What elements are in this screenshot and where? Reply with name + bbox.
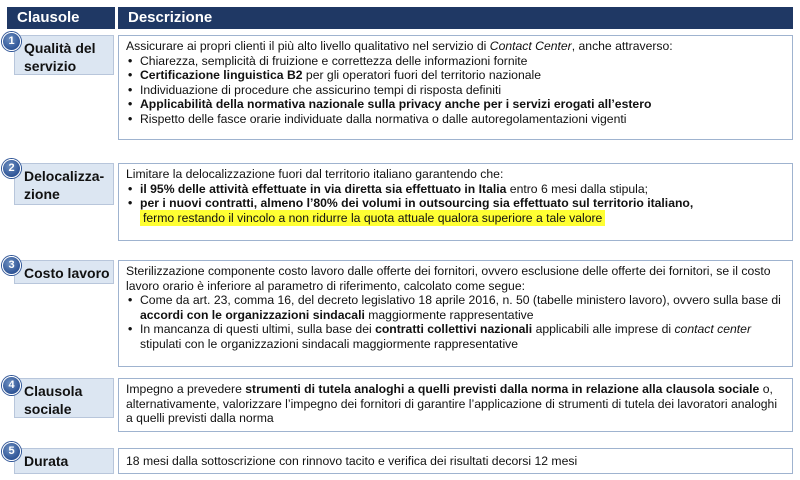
bullet-item: • Certificazione linguistica B2 per gli operatori fuori del territorio nazionale [126,68,786,83]
clause-label: Clausola sociale [14,378,114,418]
bullet-item: • Individuazione di procedure che assicurino tempi di risposta definiti [126,83,786,98]
clause-row-delocalization [0,163,800,243]
bullet-item: • il 95% delle attività effettuate in via diretta sia effettuato in Italia entro 6 mesi dalla stipula; [126,182,786,197]
clause-row-labor-cost [0,260,800,370]
bullet-item: • Applicabilità della normativa nazionale sulla privacy anche per i servizi erogati all’estero [126,97,786,112]
clause-description [118,260,793,367]
bullet-item: • Rispetto delle fasce orarie individuate dalla normativa o dalle autoregolamentazioni vigenti [126,112,786,127]
bullet-item: • per i nuovi contratti, almeno l’80% dei volumi in outsourcing sia effettuato sul territorio italiano, fermo restando il vincolo a non ridurre la quota attuale qualora superiore a tale valore [126,196,786,225]
number-badge: 1 [2,32,21,51]
number-badge: 2 [2,159,21,178]
clause-description [118,35,793,140]
bullet-list [126,182,786,226]
clause-row-social [0,378,800,434]
description-intro: Sterilizzazione componente costo lavoro dalle offerte dei fornitori, ovvero esclusione delle offerte dei fornitori, se il costo lavoro orario è inferiore al parametro di riferimento, calcolato come segue: [126,264,771,293]
clause-row-duration [0,445,800,476]
clause-description: Impegno a prevedere strumenti di tutela analoghi a quelli previsti dalla norma in relazione alla clausola sociale o, alternativamente, valorizzare l’impegno dei fornitori di garantire l’applicazione di strumenti di tutela dei lavoratori analoghi a quelli previsti dalla norma [118,378,793,432]
clause-label: Costo lavoro [14,260,114,284]
bullet-list [126,293,786,351]
column-header-descrizione: Descrizione [118,7,793,29]
bullet-item: • Come da art. 23, comma 16, del decreto legislativo 18 aprile 2016, n. 50 (tabelle ministero lavoro), ovvero sulla base di accordi con le organizzazioni sindacali maggiormente rappresentative [126,293,786,322]
column-header-clausole: Clausole [7,7,115,29]
bullet-item: • In mancanza di questi ultimi, sulla base dei contratti collettivi nazionali applicabili alle imprese di contact center stipulati con le organizzazioni sindacali maggiormente rappresentative [126,322,786,351]
clause-description: 18 mesi dalla sottoscrizione con rinnovo tacito e verifica dei risultati decorsi 12 mesi [118,448,793,474]
number-badge: 3 [2,256,21,275]
highlighted-text: fermo restando il vincolo a non ridurre la quota attuale qualora superiore a tale valore [140,210,605,226]
bullet-list [126,54,786,127]
clause-row-quality [0,35,800,145]
bullet-item: • Chiarezza, semplicità di fruizione e correttezza delle informazioni fornite [126,54,786,69]
clause-label: Delocalizza-zione [14,163,114,205]
number-badge: 4 [2,376,21,395]
clause-label: Qualità del servizio [14,35,114,75]
description-intro: Assicurare ai propri clienti il più alto livello qualitativo nel servizio di Contact Center, anche attraverso: [126,39,673,53]
clause-label: Durata [14,448,114,474]
number-badge: 5 [2,442,21,461]
clause-description [118,163,793,241]
description-intro: Limitare la delocalizzazione fuori dal territorio italiano garantendo che: [126,167,504,181]
